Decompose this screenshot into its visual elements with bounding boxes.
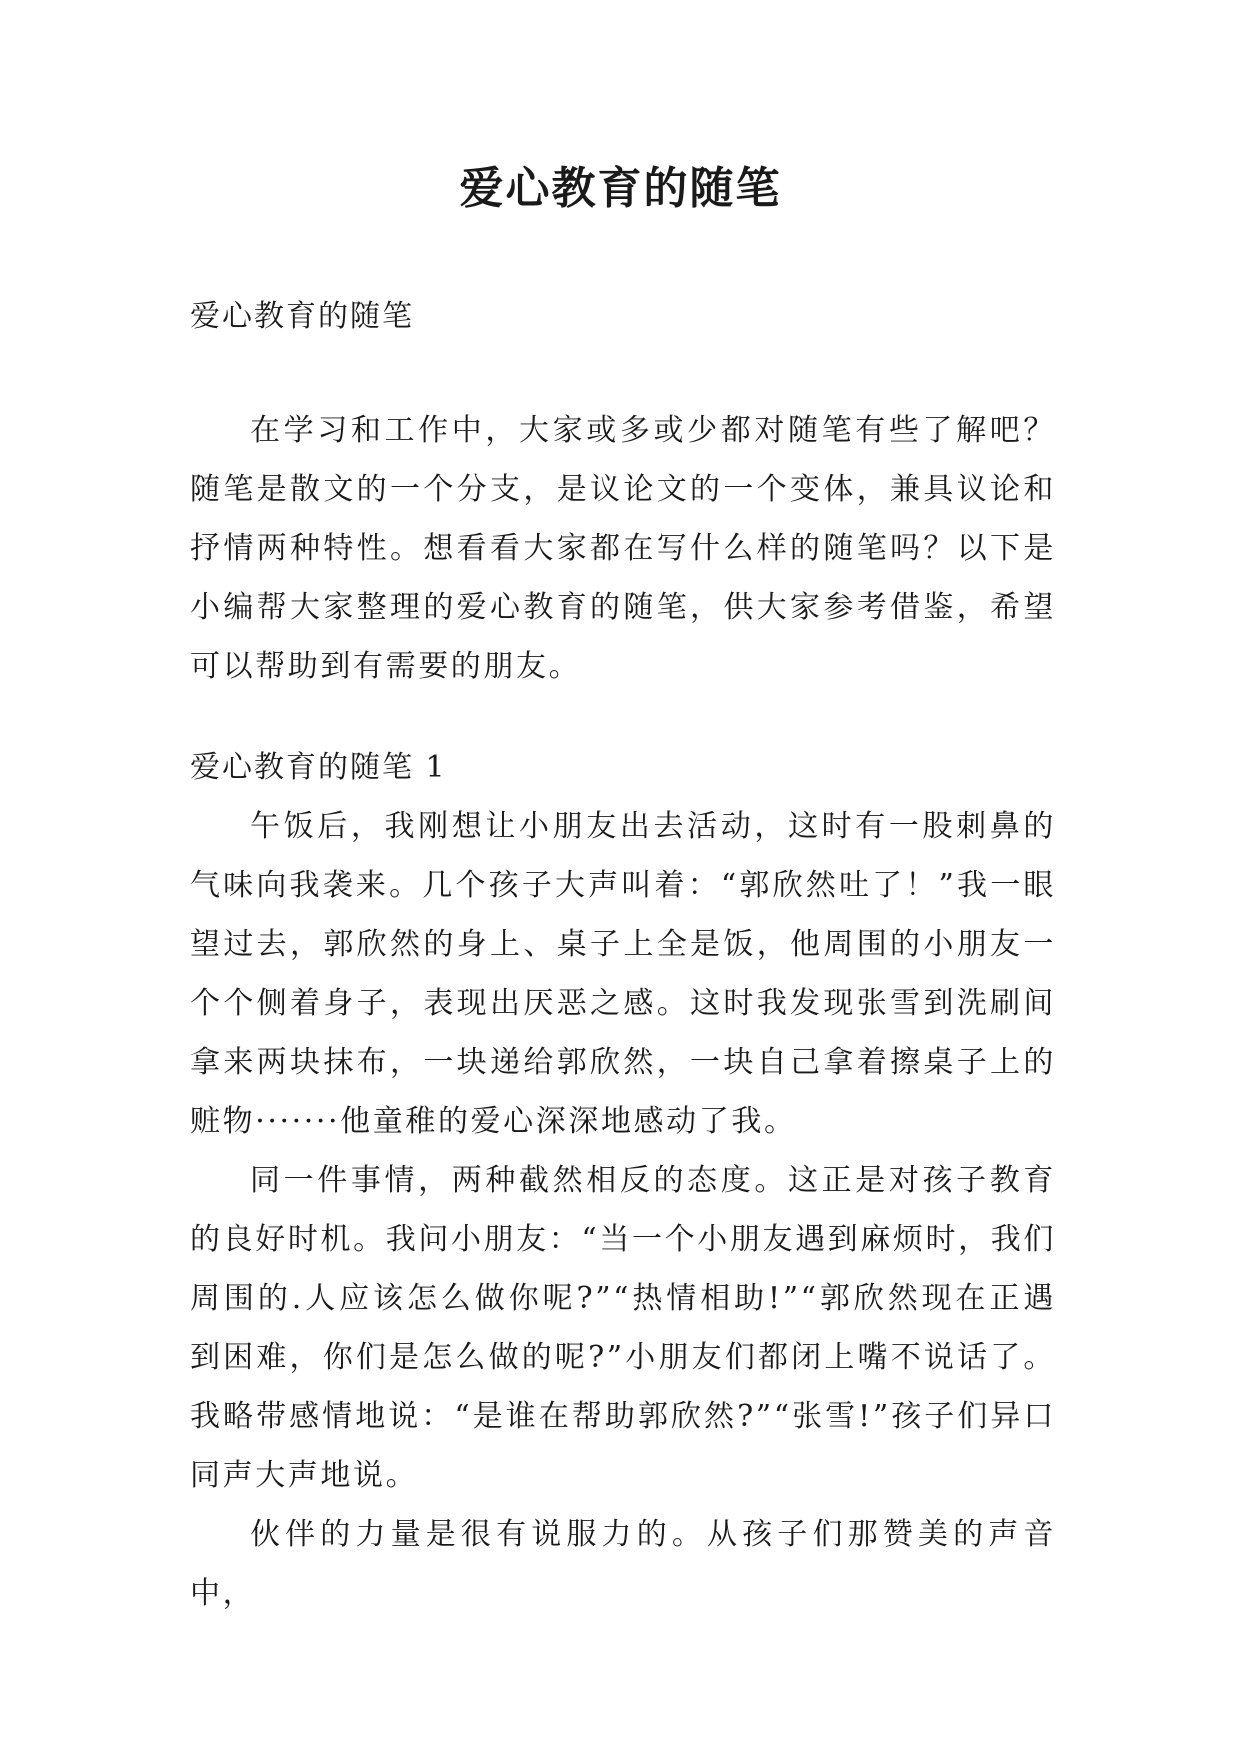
document-title: 爱心教育的随笔 — [459, 163, 782, 214]
document-subtitle: 爱心教育的随笔 — [190, 299, 414, 334]
document-body — [190, 288, 1056, 1623]
spacer — [190, 346, 1056, 401]
body-paragraph: 同一件事情，两种截然相反的态度。这正是对孩子教育的良好时机。我问小朋友：“当一个小朋友遇到麻烦时，我们周围的.人应该怎么做你呢?”“热情相助!”“郭欣然现在正遇到困难，你们是怎么做的呢?”小朋友们都闭上嘴不说话了。我略带感情地说：“是谁在帮助郭欣然?”“张雪!”孩子们异口同声大声地说。 — [190, 1163, 1056, 1493]
body-paragraph: 午饭后，我刚想让小朋友出去活动，这时有一股刺鼻的气味向我袭来。几个孩子大声叫着：“郭欣然吐了！”我一眼望过去，郭欣然的身上、桌子上全是饭，他周围的小朋友一个个侧着身子，表现出厌恶之感。这时我发现张雪到洗刷间拿来两块抹布，一块递给郭欣然，一块自己拿着擦桌子上的赃物·······他童稚的爱心深深地感动了我。 — [190, 809, 1056, 1139]
spacer — [190, 696, 1056, 739]
body-paragraph: 伙伴的力量是很有说服力的。从孩子们那赞美的声音中， — [190, 1517, 1056, 1611]
intro-paragraph: 在学习和工作中，大家或多或少都对随笔有些了解吧？随笔是散文的一个分支，是议论文的一个变体，兼具议论和抒情两种特性。想看看大家都在写什么样的随笔吗？以下是小编帮大家整理的爱心教育的随笔，供大家参考借鉴，希望可以帮助到有需要的朋友。 — [190, 413, 1056, 684]
section-heading: 爱心教育的随笔 1 — [190, 750, 447, 785]
